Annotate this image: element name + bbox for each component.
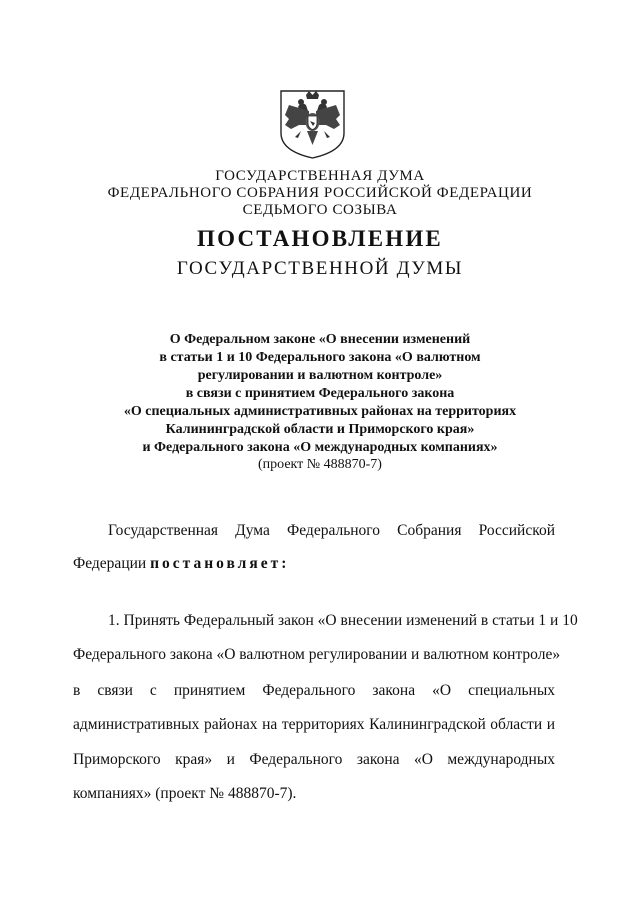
- title-line-5: «О специальных административных районах на территориях: [123, 404, 517, 419]
- org-name-line1: ГОСУДАРСТВЕННАЯ ДУМА: [215, 168, 425, 184]
- project-number: (проект № 488870-7): [258, 457, 382, 472]
- title-line-6: Калининградской области и Приморского края»: [165, 422, 475, 437]
- preamble-line-2: [73, 555, 555, 573]
- convocation-line: СЕДЬМОГО СОЗЫВА: [242, 202, 398, 218]
- item1-line-6: компаниях» (проект № 488870-7).: [73, 785, 297, 802]
- org-name-line2: ФЕДЕРАЛЬНОГО СОБРАНИЯ РОССИЙСКОЙ ФЕДЕРАЦИИ: [107, 185, 533, 201]
- coat-of-arms-icon: [275, 85, 350, 161]
- title-line-1: О Федеральном законе «О внесении изменений: [169, 332, 471, 347]
- item1-line-3: в связи с принятием Федерального закона «О специальных: [73, 682, 555, 699]
- title-line-2: в статьи 1 и 10 Федерального закона «О валютном: [159, 350, 481, 365]
- title-line-7: и Федерального закона «О международных компаниях»: [142, 440, 498, 455]
- preamble-line-1: Государственная Дума Федерального Собрания Российской: [108, 522, 555, 539]
- resolves-word: постановляет:: [150, 555, 290, 572]
- title-line-4: в связи с принятием Федерального закона: [185, 386, 455, 401]
- item1-line-1: 1. Принять Федеральный закон «О внесении изменений в статьи 1 и 10: [108, 612, 578, 629]
- item1-line-4: административных районах на территориях Калининградской области и: [73, 716, 555, 733]
- preamble-text: Федерации: [73, 555, 151, 572]
- title-line-3: регулировании и валютном контроле»: [197, 368, 443, 383]
- document-subtype: ГОСУДАРСТВЕННОЙ ДУМЫ: [176, 258, 464, 279]
- document-type: ПОСТАНОВЛЕНИЕ: [197, 226, 443, 251]
- item1-line-5: Приморского края» и Федерального закона «О международных: [73, 751, 555, 768]
- item1-line-2: Федерального закона «О валютном регулировании и валютном контроле»: [73, 646, 561, 663]
